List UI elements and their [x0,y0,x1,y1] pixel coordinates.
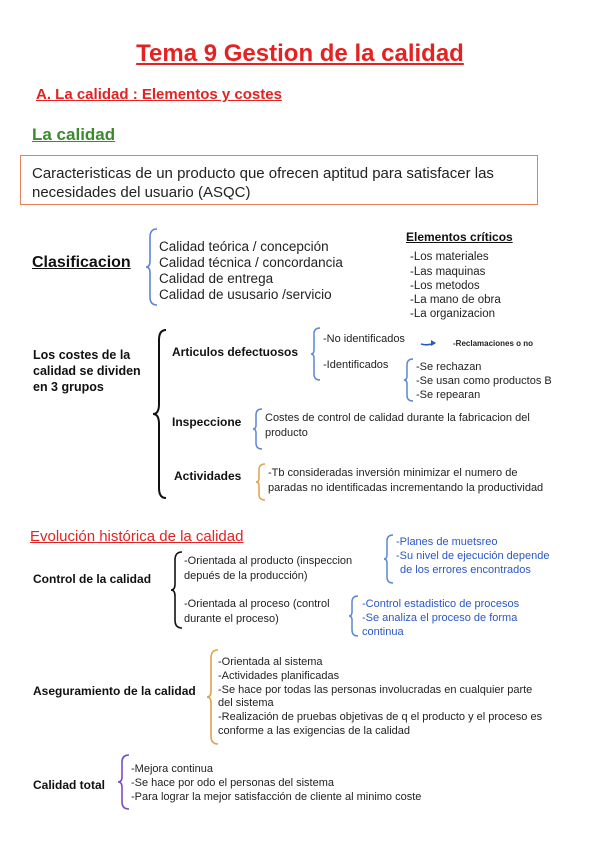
inspeccion-text: Costes de control de calidad durante la fabricacion del [265,412,530,424]
section-subtitle: A. La calidad : Elementos y costes [36,86,282,103]
definition-line-1: Caracteristicas de un producto que ofrecen aptitud para satisfacer las [32,165,494,182]
clasificacion-item: Calidad de ususario /servicio [159,287,332,302]
inspeccion-brace [252,407,264,451]
orientada-proceso-text: durante el proceso) [184,613,279,625]
identificado-sub-item: -Se rechazan [416,361,482,373]
producto-note: de los errores encontrados [400,564,531,576]
control-calidad-label: Control de la calidad [33,572,152,586]
elementos-criticos-heading: Elementos críticos [406,230,513,244]
proceso-note: continua [362,626,404,638]
inspeccion-label: Inspeccione [172,415,242,429]
aseguramiento-item: del sistema [218,697,274,709]
elemento-item: -Los materiales [410,251,489,263]
aseguramiento-item: -Realización de pruebas objetivas de q el producto y el proceso es [218,711,543,723]
elemento-item: -La mano de obra [410,294,501,306]
evolucion-heading: Evolución histórica de la calidad [30,528,244,545]
aseguramiento-label: Aseguramiento de la calidad [33,684,196,698]
control-brace [170,550,184,630]
identificados-brace [403,357,415,403]
actividades-text: paradas no identificadas incrementando la productividad [268,482,544,494]
identificados-text: -Identificados [323,359,389,371]
producto-note: -Planes de muetsreo [396,536,498,548]
clasificacion-heading: Clasificacion [32,254,131,271]
arrow-right-icon [420,338,438,348]
actividades-text: -Tb consideradas inversión minimizar el numero de [268,467,518,479]
producto-note: -Su nivel de ejecución depende [396,550,550,562]
calidad-total-brace [117,753,131,811]
actividades-label: Actividades [174,469,242,483]
orientada-proceso-text: -Orientada al proceso (control [184,598,330,610]
orientada-producto-text: depués de la producción) [184,570,308,582]
costes-brace [152,328,168,500]
clasificacion-brace [145,227,159,307]
articulos-defectuosos-label: Articulos defectuosos [172,345,299,359]
aseguramiento-item: -Actividades planificadas [218,670,340,682]
calidad-total-label: Calidad total [33,778,106,792]
orientada-producto-text: -Orientada al producto (inspeccion [184,555,353,567]
elemento-item: -Las maquinas [410,266,486,278]
definition-line-2: necesidades del usuario (ASQC) [32,184,251,201]
actividades-brace [255,462,267,502]
inspeccion-text: producto [265,427,308,439]
proceso-note: -Control estadistico de procesos [362,598,520,610]
articulos-brace [310,326,322,382]
calidad-total-item: -Mejora continua [131,763,213,775]
aseguramiento-item: -Orientada al sistema [218,656,323,668]
reclamaciones-text: -Reclamaciones o no [453,339,534,348]
proceso-notes-brace [348,594,360,638]
la-calidad-heading: La calidad [32,125,116,144]
no-identificados-text: -No identificados [323,333,405,345]
costes-heading-line: Los costes de la [33,348,131,362]
costes-heading-line: en 3 grupos [33,380,104,394]
producto-notes-brace [383,533,395,585]
aseguramiento-item: -Se hace por todas las personas involucradas en cualquier parte [218,684,533,696]
aseguramiento-item: conforme a las exigencias de la calidad [218,725,411,737]
clasificacion-item: Calidad de entrega [159,271,274,286]
clasificacion-item: Calidad técnica / concordancia [159,255,343,270]
elemento-item: -La organizacion [410,308,496,320]
elemento-item: -Los metodos [410,280,480,292]
clasificacion-item: Calidad teórica / concepción [159,239,329,254]
proceso-note: -Se analiza el proceso de forma [362,612,518,624]
costes-heading-line: calidad se dividen [33,364,141,378]
calidad-total-item: -Para lograr la mejor satisfacción de cliente al minimo coste [131,791,422,803]
calidad-total-item: -Se hace por odo el personas del sistema [131,777,335,789]
identificado-sub-item: -Se repearan [416,389,481,401]
identificado-sub-item: -Se usan como productos B [416,375,552,387]
page-title: Tema 9 Gestion de la calidad [136,40,464,67]
